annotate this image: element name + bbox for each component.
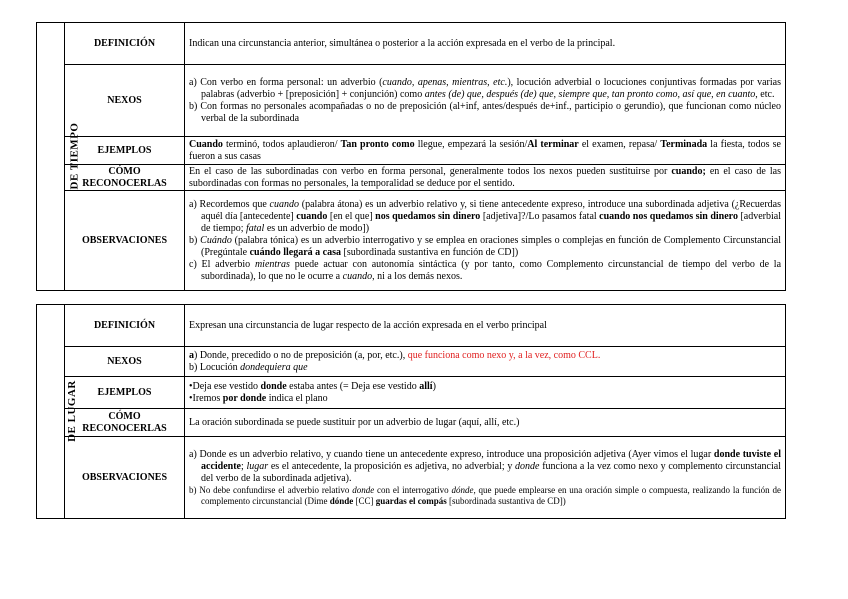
row-como bbox=[37, 409, 786, 437]
row-observaciones bbox=[37, 437, 786, 519]
row-nexos bbox=[37, 65, 786, 137]
text-como: En el caso de las subordinadas con verbo en forma personal, generalmente todos los nexos pueden sustituirse por cuando; en el caso de las subordinadas con formas no personales, la temporalidad se deduce por el sentido. bbox=[185, 165, 786, 191]
label-como: CÓMO RECONOCERLAS bbox=[65, 409, 185, 437]
text-definicion: Expresan una circunstancia de lugar respecto de la acción expresada en el verbo principal bbox=[185, 305, 786, 347]
text-nexos: a) Donde, precedido o no de preposición (a, por, etc.), que funciona como nexo y, a la vez, como CCL. b) Locución dondequiera que bbox=[185, 347, 786, 377]
row-como bbox=[37, 165, 786, 191]
label-ejemplos: EJEMPLOS bbox=[65, 137, 185, 165]
label-observaciones: OBSERVACIONES bbox=[65, 191, 185, 291]
label-definicion: DEFINICIÓN bbox=[65, 23, 185, 65]
row-definicion bbox=[37, 305, 786, 347]
place-clauses-table bbox=[36, 304, 786, 519]
label-nexos: NEXOS bbox=[65, 347, 185, 377]
row-observaciones bbox=[37, 191, 786, 291]
row-nexos bbox=[37, 347, 786, 377]
text-ejemplos: Cuando terminó, todos aplaudieron/ Tan pronto como llegue, empezará la sesión/Al terminar el examen, repasa/ Terminada la fiesta, todos se fueron a sus casas bbox=[185, 137, 786, 165]
label-como: CÓMO RECONOCERLAS bbox=[65, 165, 185, 191]
text-nexos: a) Con verbo en forma personal: un adverbio (cuando, apenas, mientras, etc.), locución adverbial o locuciones conjuntivas formadas por varias palabras (adverbio + [preposición] + conjunción) como antes (de) que, después (de) que, siempre que, tan pronto como, así que, en cuanto, etc. b) Con formas no personales acompañadas o no de preposición (al+inf, antes/después de+inf., participio o gerundio), que funcionan como núcleo verbal de la subordinada bbox=[185, 65, 786, 137]
side-label-lugar: DE LUGAR bbox=[37, 305, 65, 519]
label-observaciones: OBSERVACIONES bbox=[65, 437, 185, 519]
text-definicion: Indican una circunstancia anterior, simultánea o posterior a la acción expresada en el verbo de la principal. bbox=[185, 23, 786, 65]
text-ejemplos: •Deja ese vestido donde estaba antes (= Deja ese vestido allí) •Iremos por donde indica el plano bbox=[185, 377, 786, 409]
label-nexos: NEXOS bbox=[65, 65, 185, 137]
text-observaciones: a) Donde es un adverbio relativo, y cuando tiene un antecedente expreso, introduce una proposición adjetiva (Ayer vimos el lugar donde tuviste el accidente; lugar es el antecedente, la proposición es adjetiva, no adverbial; y donde funciona a la vez como nexo y complemento circunstancial del verbo de la subordinada adjetiva). b) No debe confundirse el adverbio relativo donde con el interrogativo dónde, que puede emplearse en una oración simple o compuesta, realizando la función de complemento circunstancial (Dime dónde [CC] guardas el compás [subordinada sustantiva de CD]) bbox=[185, 437, 786, 519]
row-ejemplos bbox=[37, 137, 786, 165]
row-ejemplos bbox=[37, 377, 786, 409]
row-definicion bbox=[37, 23, 786, 65]
text-como: La oración subordinada se puede sustituir por un adverbio de lugar (aquí, allí, etc.) bbox=[185, 409, 786, 437]
label-definicion: DEFINICIÓN bbox=[65, 305, 185, 347]
side-label-tiempo: DE TIEMPO bbox=[37, 23, 65, 291]
text-observaciones: a) Recordemos que cuando (palabra átona) es un adverbio relativo y, si tiene antecedente expreso, introduce una subordinada adjetiva (¿Recuerdas aquél día [antecedente] cuando [en el que] nos quedamos sin dinero [adjetiva]?/Lo pasamos fatal cuando nos quedamos sin dinero [adverbial de tiempo; fatal es un adverbio de modo]) b) Cuándo (palabra tónica) es un adverbio interrogativo y se emplea en oraciones simples o complejas en función de Complemento Circunstancial (Pregúntale cuándo llegará a casa [subordinada sustantiva en función de CD]) c) El adverbio mientras puede actuar con autonomía sintáctica (y por tanto, como Complemento circunstancial de tiempo del verbo de la subordinada), lo que no le ocurre a cuando, ni a los demás nexos. bbox=[185, 191, 786, 291]
temporal-clauses-table bbox=[36, 22, 786, 291]
label-ejemplos: EJEMPLOS bbox=[65, 377, 185, 409]
